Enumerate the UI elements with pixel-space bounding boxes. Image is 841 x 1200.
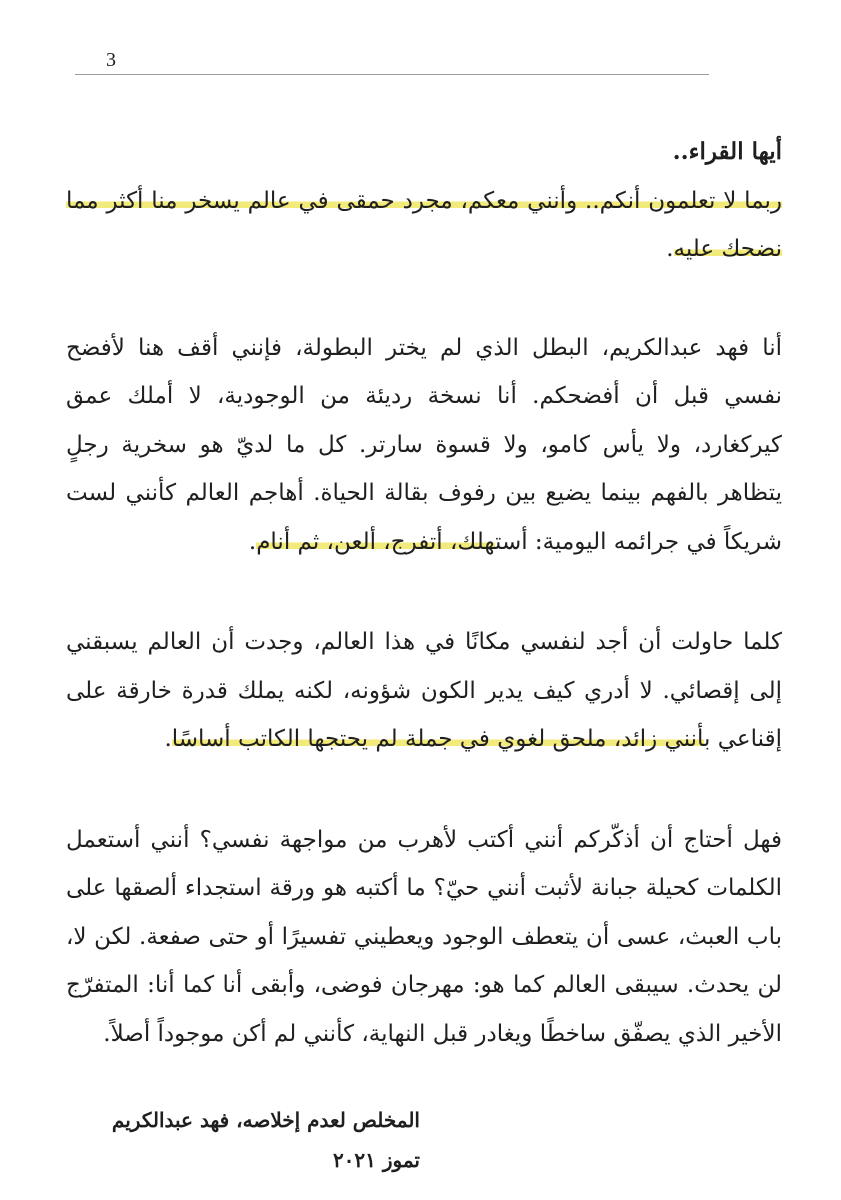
paragraph-1 <box>66 177 782 274</box>
signature-date: تموز ٢٠٢١ <box>332 1148 420 1172</box>
signature-block <box>60 1100 420 1180</box>
paragraph-text: كلما حاولت أن أجد لنفسي مكانًا في هذا العالم، وجدت أن العالم يسبقني إلى إقصائي. لا أدري كيف يدير الكون شؤونه، لكنه يملك قدرة خارقة على إقناعي ب <box>66 629 782 752</box>
page-number: 3 <box>106 49 116 71</box>
paragraph-text: أنا فهد عبدالكريم، البطل الذي لم يختر البطولة، فإنني أقف هنا لأفضح نفسي قبل أن أفضحكم. أنا نسخة رديئة من الوجودية، لا أملك عمق كيركغارد، ولا يأس كامو، ولا قسوة سارتر. كل ما لديّ هو سخرية رجلٍ يتظاهر بالفهم بينما يضيع بين رفوف بقالة الحياة. أهاجم العالم كأنني لست شريكاً في جرائمه اليومية: أست <box>66 334 782 555</box>
paragraph-4: فهل أحتاج أن أذكّركم أنني أكتب لأهرب من مواجهة نفسي؟ أنني أستعمل الكلمات كحيلة جبانة لأثبت أنني حيّ؟ ما أكتبه هو ورقة استجداء ألصقها على باب العبث، عسى أن يتعطف الوجود ويعطيني تفسيرًا أو حتى صفعة. لكن لا، لن يحدث. سيبقى العالم كما هو: مهرجان فوضى، وأبقى أنا كما أنا: المتفرّج الأخير الذي يصفّق ساخطًا ويغادر قبل النهاية، كأنني لم أكن موجوداً أصلاً. <box>66 826 782 1047</box>
signature-line: المخلص لعدم إخلاصه، فهد عبدالكريم <box>111 1108 420 1132</box>
letter-body <box>66 128 782 1058</box>
paragraph-3 <box>66 618 782 764</box>
greeting: أيها القراء.. <box>672 138 782 165</box>
header-rule <box>75 74 709 75</box>
paragraph-text: . <box>248 528 257 555</box>
paragraph-2 <box>66 324 782 567</box>
paragraph-text: . <box>164 726 172 752</box>
paragraph-text: . <box>666 236 674 262</box>
highlighted-text: ربما لا تعلمون أنكم.. وأنني معكم، مجرد حمقى في عالم يسخر منا أكثر مما نضحك عليه <box>66 187 782 262</box>
highlighted-text: هلك، أتفرج، ألعن، ثم أنام <box>256 528 496 555</box>
highlighted-text: أنني زائد، ملحق لغوي في جملة لم يحتجها الكاتب أساسًا <box>171 726 705 752</box>
